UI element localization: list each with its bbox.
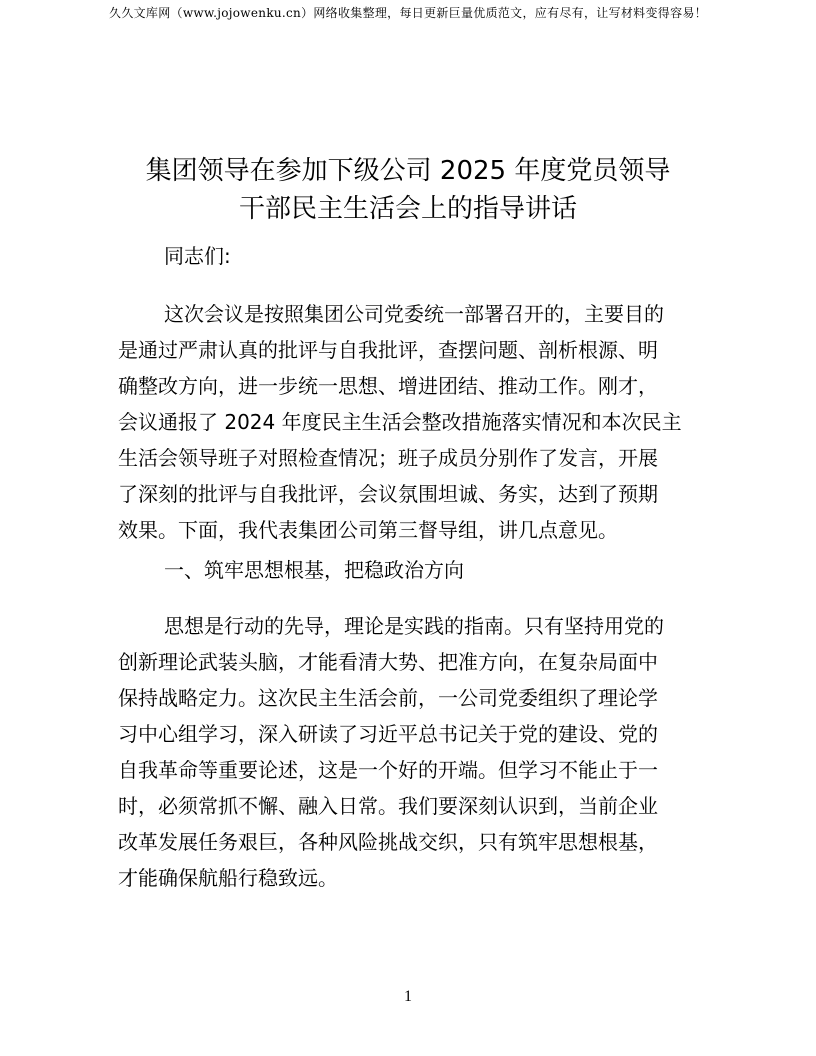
paragraph-line: 才能确保航船行稳致远。: [118, 866, 338, 890]
document-title-line: 干部民主生活会上的指导讲话: [238, 194, 577, 224]
paragraph-section-1: [118, 608, 700, 896]
page-number: 1: [404, 988, 412, 1005]
paragraph-line: 自我革命等重要论述，这是一个好的开端。但学习不能止于一: [118, 758, 658, 782]
paragraph-line: 了深刻的批评与自我批评，会议氛围坦诚、务实，达到了预期: [118, 482, 658, 506]
paragraph-line: 创新理论武装头脑，才能看清大势、把准方向，在复杂局面中: [118, 650, 658, 674]
paragraph-line: 效果。下面，我代表集团公司第三督导组，讲几点意见。: [118, 518, 618, 542]
salutation: 同志们:: [164, 244, 231, 268]
site-header-note: 久久文库网（www.jojowenku.cn）网络收集整理，每日更新巨量优质范文，应有尽有，让写材料变得容易！: [109, 6, 707, 20]
paragraph-line: 确整改方向，进一步统一思想、增进团结、推动工作。刚才，: [118, 374, 658, 398]
paragraph-line: 生活会领导班子对照检查情况；班子成员分别作了发言，开展: [118, 446, 658, 470]
paragraph-line: 这次会议是按照集团公司党委统一部署召开的，主要目的: [164, 302, 664, 326]
paragraph-line: 思想是行动的先导，理论是实践的指南。只有坚持用党的: [164, 614, 664, 638]
paragraph-line: 习中心组学习，深入研读了习近平总书记关于党的建设、党的: [118, 722, 658, 746]
paragraph-line: 时，必须常抓不懈、融入日常。我们要深刻认识到，当前企业: [118, 794, 658, 818]
paragraph-line: 改革发展任务艰巨，各种风险挑战交织，只有筑牢思想根基，: [118, 830, 658, 854]
paragraph-line: 是通过严肃认真的批评与自我批评，查摆问题、剖析根源、明: [118, 338, 658, 362]
section-heading-1: 一、筑牢思想根基，把稳政治方向: [164, 558, 464, 582]
paragraph-intro: [118, 296, 700, 548]
paragraph-line: 会议通报了 2024 年度民主生活会整改措施落实情况和本次民主: [118, 410, 682, 434]
document-title-line: 集团领导在参加下级公司 2025 年度党员领导: [145, 156, 671, 186]
document-title: [100, 152, 716, 228]
paragraph-line: 保持战略定力。这次民主生活会前，一公司党委组织了理论学: [118, 686, 658, 710]
